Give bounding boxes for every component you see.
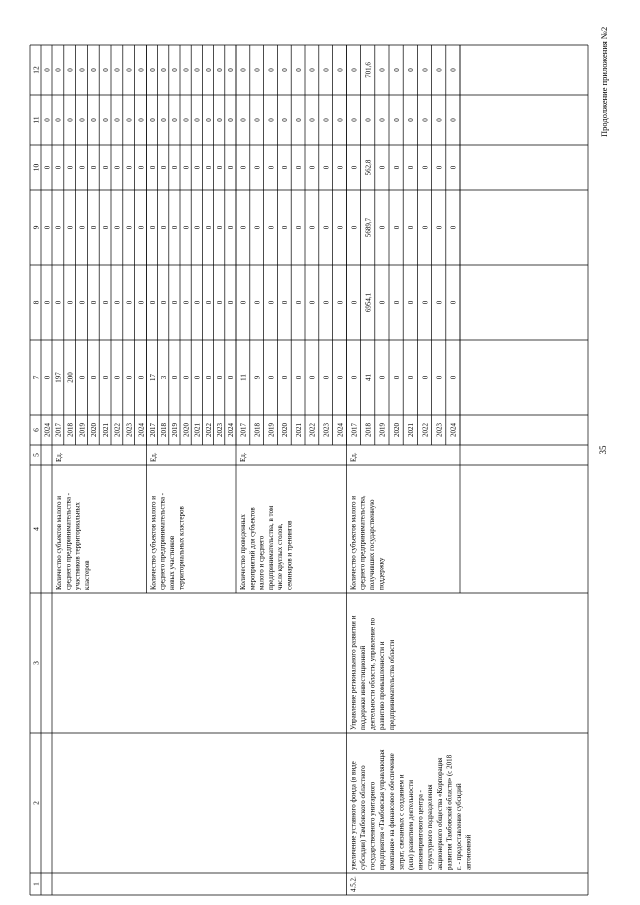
value-cell: 0 bbox=[322, 225, 331, 230]
value-cell: 0 bbox=[378, 165, 387, 170]
year-cell: 2019 bbox=[171, 423, 180, 437]
value-cell: 0 bbox=[160, 68, 168, 72]
value-cell: 0 bbox=[308, 68, 317, 72]
value-cell: 0 bbox=[43, 300, 52, 305]
value-cell: 0 bbox=[137, 118, 146, 122]
value-cell: 0 bbox=[137, 225, 146, 230]
value-cell: 0 bbox=[125, 118, 134, 122]
indicator-name-line: предпринимательства, в том bbox=[266, 505, 275, 590]
value-cell: 0 bbox=[90, 165, 99, 170]
value-cell: 0 bbox=[227, 375, 236, 380]
indicator-name-line: Количество проведенных bbox=[239, 514, 247, 590]
value-cell: 0 bbox=[407, 118, 416, 122]
value-cell: 0 bbox=[90, 68, 99, 72]
value-cell: 0 bbox=[435, 300, 444, 305]
value-cell: 0 bbox=[322, 375, 331, 380]
value-cell: 0 bbox=[350, 68, 359, 72]
value-cell: 0 bbox=[216, 68, 224, 72]
value-cell: 0 bbox=[148, 225, 157, 230]
value-cell: 0 bbox=[182, 225, 191, 230]
value-cell: 0 bbox=[125, 68, 134, 72]
value-cell: 0 bbox=[281, 375, 290, 380]
year-cell: 2022 bbox=[421, 423, 430, 437]
year-cell: 2019 bbox=[378, 423, 387, 437]
indicator-name-line: семинаров и тренингов bbox=[285, 520, 294, 590]
value-cell: 0 bbox=[66, 225, 75, 230]
value-cell: 0 bbox=[308, 300, 317, 305]
column-header-2: 2 bbox=[31, 801, 41, 805]
value-cell: 17 bbox=[148, 374, 157, 381]
value-cell: 0 bbox=[294, 375, 303, 380]
value-cell: 0 bbox=[294, 300, 303, 305]
value-cell: 0 bbox=[66, 68, 75, 72]
indicator-name-line: Количество субъектов малого и bbox=[55, 495, 63, 590]
page-number: 35 bbox=[598, 445, 608, 455]
value-cell: 0 bbox=[101, 118, 110, 122]
value-cell: 0 bbox=[101, 300, 110, 305]
value-cell: 0 bbox=[125, 375, 134, 380]
indicator-name-line: Количество субъектов малого и bbox=[149, 495, 158, 590]
indicator-unit: Ед. bbox=[55, 452, 63, 462]
value-cell: 0 bbox=[216, 375, 224, 380]
value-cell: 0 bbox=[160, 165, 168, 170]
year-cell: 2023 bbox=[216, 423, 224, 437]
value-cell: 0 bbox=[364, 118, 373, 122]
value-cell: 0 bbox=[392, 300, 401, 305]
value-cell: 0 bbox=[253, 165, 262, 170]
section-executor-line: предпринимательства области bbox=[387, 639, 396, 730]
value-cell: 0 bbox=[322, 165, 331, 170]
value-cell: 0 bbox=[267, 165, 276, 170]
value-cell: 197 bbox=[54, 372, 63, 383]
column-header-4: 4 bbox=[31, 527, 41, 531]
year-cell: 2022 bbox=[308, 423, 317, 437]
indicator-name-line: кластеров bbox=[82, 560, 91, 590]
value-cell: 0 bbox=[294, 165, 303, 170]
indicator-unit: Ед. bbox=[349, 452, 358, 462]
column-header-11: 11 bbox=[31, 116, 41, 124]
value-cell: 0 bbox=[182, 165, 191, 170]
value-cell: 0 bbox=[449, 118, 458, 122]
value-cell: 0 bbox=[336, 68, 345, 72]
value-cell: 200 bbox=[66, 372, 75, 383]
year-cell: 2017 bbox=[239, 423, 248, 437]
value-cell: 0 bbox=[113, 375, 122, 380]
value-cell: 0 bbox=[148, 165, 157, 170]
section-executor-line: развитию промышленности и bbox=[378, 641, 387, 730]
indicator-name-line: участников территориальных bbox=[73, 502, 82, 590]
column-header-9: 9 bbox=[31, 225, 41, 230]
value-cell: 0 bbox=[193, 68, 202, 72]
indicator-name-line: поддержку bbox=[377, 557, 386, 590]
value-cell: 0 bbox=[435, 68, 444, 72]
value-cell: 0 bbox=[101, 225, 110, 230]
year-cell: 2018 bbox=[66, 423, 75, 437]
value-cell: 0 bbox=[54, 165, 63, 170]
value-cell: 0 bbox=[43, 375, 52, 380]
value-cell: 0 bbox=[435, 225, 444, 230]
value-cell: 0 bbox=[239, 165, 248, 170]
year-cell: 2023 bbox=[125, 423, 134, 437]
value-cell: 0 bbox=[54, 300, 63, 305]
continuation-label: Продолжение приложения №2 bbox=[599, 26, 609, 137]
value-cell: 0 bbox=[407, 68, 416, 72]
value-cell: 0 bbox=[204, 225, 213, 230]
value-cell: 0 bbox=[392, 375, 401, 380]
value-cell: 0 bbox=[113, 225, 122, 230]
value-cell: 5689,7 bbox=[364, 217, 373, 238]
value-cell: 0 bbox=[294, 118, 303, 122]
year-cell: 2024 bbox=[227, 423, 236, 437]
indicator-name-line: малого и среднего bbox=[257, 535, 266, 590]
value-cell: 0 bbox=[216, 118, 224, 122]
value-cell: 0 bbox=[378, 225, 387, 230]
value-cell: 0 bbox=[281, 225, 290, 230]
value-cell: 0 bbox=[78, 118, 87, 122]
value-cell: 0 bbox=[421, 165, 430, 170]
year-cell: 2017 bbox=[148, 423, 157, 437]
value-cell: 0 bbox=[113, 300, 122, 305]
year-cell: 2022 bbox=[204, 423, 213, 437]
value-cell: 0 bbox=[449, 225, 458, 230]
indicator-unit: Ед. bbox=[239, 452, 247, 462]
value-cell: 0 bbox=[125, 165, 134, 170]
column-header-12: 12 bbox=[31, 66, 41, 74]
value-cell: 0 bbox=[336, 375, 345, 380]
value-cell: 0 bbox=[125, 225, 134, 230]
value-cell: 3 bbox=[160, 375, 168, 380]
value-cell: 0 bbox=[43, 118, 52, 122]
value-cell: 0 bbox=[449, 375, 458, 380]
value-cell: 0 bbox=[204, 118, 213, 122]
year-cell: 2024 bbox=[449, 423, 458, 437]
value-cell: 562,8 bbox=[364, 159, 373, 176]
year-cell: 2021 bbox=[407, 423, 416, 437]
section-executor-line: Управление регионального развития и bbox=[349, 615, 358, 730]
value-cell: 0 bbox=[78, 68, 87, 72]
section-description-line: компания» на финансовое обеспечение bbox=[387, 753, 396, 870]
section-description-line: (или) развитием деятельности bbox=[407, 780, 415, 870]
value-cell: 0 bbox=[253, 118, 262, 122]
section-number: 4.5.2. bbox=[349, 876, 358, 892]
value-cell: 0 bbox=[435, 165, 444, 170]
value-cell: 701,6 bbox=[364, 62, 373, 78]
value-cell: 0 bbox=[204, 375, 213, 380]
value-cell: 0 bbox=[54, 225, 63, 230]
year-cell: 2018 bbox=[160, 423, 168, 437]
value-cell: 0 bbox=[336, 165, 345, 170]
section-description-line: структурного подразделения bbox=[426, 784, 435, 870]
column-header-1: 1 bbox=[31, 882, 41, 886]
value-cell: 0 bbox=[421, 68, 430, 72]
value-cell: 0 bbox=[281, 300, 290, 305]
section-description-line: акционерного общества «Корпорация bbox=[435, 757, 444, 870]
value-cell: 0 bbox=[449, 68, 458, 72]
value-cell: 0 bbox=[54, 68, 63, 72]
value-cell: 0 bbox=[281, 165, 290, 170]
value-cell: 0 bbox=[148, 300, 157, 305]
value-cell: 0 bbox=[193, 165, 202, 170]
value-cell: 0 bbox=[90, 118, 99, 122]
value-cell: 0 bbox=[227, 300, 236, 305]
year-cell: 2020 bbox=[281, 423, 290, 437]
indicator-name-line: получивших государственную bbox=[368, 499, 376, 590]
column-header-6: 6 bbox=[31, 428, 41, 432]
value-cell: 0 bbox=[137, 300, 146, 305]
value-cell: 0 bbox=[204, 68, 213, 72]
value-cell: 41 bbox=[364, 374, 373, 381]
indicator-unit: Ед. bbox=[149, 452, 158, 462]
value-cell: 0 bbox=[322, 118, 331, 122]
value-cell: 0 bbox=[449, 300, 458, 305]
value-cell: 0 bbox=[78, 165, 87, 170]
value-cell: 0 bbox=[216, 225, 224, 230]
year-cell: 2019 bbox=[78, 423, 87, 437]
section-description-line: предприятия «Тамбовская управляющая bbox=[378, 749, 387, 870]
value-cell: 0 bbox=[66, 300, 75, 305]
value-cell: 0 bbox=[148, 118, 157, 122]
value-cell: 0 bbox=[378, 118, 387, 122]
value-cell: 0 bbox=[392, 225, 401, 230]
value-cell: 0 bbox=[182, 68, 191, 72]
value-cell: 0 bbox=[350, 165, 359, 170]
column-header-3: 3 bbox=[31, 661, 41, 665]
indicator-name-line: среднего предпринимательства, bbox=[358, 495, 367, 590]
value-cell: 0 bbox=[216, 165, 224, 170]
value-cell: 0 bbox=[421, 375, 430, 380]
value-cell: 0 bbox=[193, 118, 202, 122]
year-cell: 2017 bbox=[350, 423, 359, 437]
value-cell: 0 bbox=[336, 225, 345, 230]
value-cell: 0 bbox=[308, 118, 317, 122]
value-cell: 0 bbox=[43, 68, 52, 72]
value-cell: 0 bbox=[182, 300, 191, 305]
value-cell: 0 bbox=[407, 375, 416, 380]
value-cell: 0 bbox=[193, 375, 202, 380]
value-cell: 11 bbox=[239, 374, 248, 381]
value-cell: 0 bbox=[336, 300, 345, 305]
value-cell: 0 bbox=[171, 300, 180, 305]
value-cell: 0 bbox=[350, 300, 359, 305]
value-cell: 0 bbox=[378, 375, 387, 380]
value-cell: 0 bbox=[182, 118, 191, 122]
value-cell: 0 bbox=[294, 68, 303, 72]
value-cell: 0 bbox=[148, 68, 157, 72]
section-executor-line: деятельности области, управление по bbox=[368, 618, 377, 730]
value-cell: 0 bbox=[239, 118, 248, 122]
value-cell: 0 bbox=[308, 165, 317, 170]
section-executor-line: поддержки инвестиционной bbox=[359, 645, 367, 730]
value-cell: 9 bbox=[253, 375, 262, 380]
section-description-line: г. - предоставление субсидий bbox=[455, 783, 463, 870]
value-cell: 0 bbox=[392, 118, 401, 122]
section-description-line: инжинирингового центра - bbox=[416, 790, 425, 870]
year-cell: 2021 bbox=[193, 423, 202, 437]
value-cell: 0 bbox=[137, 375, 146, 380]
section-description-line: автономной bbox=[464, 834, 473, 870]
indicator-name-line: среднего предпринимательства - bbox=[158, 492, 167, 590]
value-cell: 0 bbox=[239, 68, 248, 72]
value-cell: 0 bbox=[227, 118, 236, 122]
value-cell: 0 bbox=[407, 300, 416, 305]
value-cell: 0 bbox=[435, 375, 444, 380]
year-cell: 2018 bbox=[253, 423, 262, 437]
value-cell: 0 bbox=[392, 68, 401, 72]
value-cell: 0 bbox=[90, 225, 99, 230]
value-cell: 0 bbox=[101, 165, 110, 170]
value-cell: 0 bbox=[171, 118, 180, 122]
value-cell: 0 bbox=[137, 165, 146, 170]
value-cell: 0 bbox=[253, 68, 262, 72]
indicator-name-line: среднего предпринимательства - bbox=[64, 492, 73, 590]
value-cell: 0 bbox=[239, 225, 248, 230]
value-cell: 0 bbox=[308, 375, 317, 380]
value-cell: 0 bbox=[407, 165, 416, 170]
value-cell: 0 bbox=[125, 300, 134, 305]
value-cell: 0 bbox=[421, 300, 430, 305]
year-cell: 2021 bbox=[294, 423, 303, 437]
year-cell: 2020 bbox=[182, 423, 191, 437]
year-cell: 2021 bbox=[101, 423, 110, 437]
value-cell: 0 bbox=[171, 68, 180, 72]
value-cell: 0 bbox=[407, 225, 416, 230]
value-cell: 0 bbox=[160, 225, 168, 230]
value-cell: 0 bbox=[54, 118, 63, 122]
column-header-7: 7 bbox=[31, 375, 41, 380]
year-cell: 2023 bbox=[435, 423, 444, 437]
year-cell: 2022 bbox=[113, 423, 122, 437]
section-description-line: государственного унитарного bbox=[368, 781, 377, 870]
value-cell: 0 bbox=[350, 118, 359, 122]
value-cell: 0 bbox=[378, 300, 387, 305]
value-cell: 0 bbox=[171, 165, 180, 170]
value-cell: 0 bbox=[101, 68, 110, 72]
value-cell: 0 bbox=[78, 300, 87, 305]
indicator-name-line: числе круглых столов, bbox=[276, 523, 285, 590]
value-cell: 0 bbox=[350, 375, 359, 380]
year-cell: 2024 bbox=[43, 423, 52, 437]
value-cell: 0 bbox=[421, 118, 430, 122]
value-cell: 0 bbox=[294, 225, 303, 230]
value-cell: 0 bbox=[160, 118, 168, 122]
value-cell: 0 bbox=[90, 300, 99, 305]
value-cell: 0 bbox=[216, 300, 224, 305]
year-cell: 2017 bbox=[54, 423, 63, 437]
value-cell: 0 bbox=[171, 375, 180, 380]
value-cell: 0 bbox=[78, 225, 87, 230]
section-description-line: затрат, связанных с созданием и bbox=[397, 774, 406, 870]
value-cell: 0 bbox=[308, 225, 317, 230]
value-cell: 0 bbox=[239, 300, 248, 305]
indicator-name-line: Количество субъектов малого и bbox=[349, 495, 358, 590]
value-cell: 0 bbox=[66, 118, 75, 122]
value-cell: 0 bbox=[435, 118, 444, 122]
value-cell: 0 bbox=[227, 68, 236, 72]
section-description-line: увеличение уставного фонда (в виде bbox=[349, 761, 358, 870]
year-cell: 2020 bbox=[90, 423, 99, 437]
value-cell: 0 bbox=[182, 375, 191, 380]
value-cell: 0 bbox=[101, 375, 110, 380]
value-cell: 0 bbox=[78, 375, 87, 380]
value-cell: 0 bbox=[204, 300, 213, 305]
value-cell: 0 bbox=[267, 118, 276, 122]
year-cell: 2023 bbox=[322, 423, 331, 437]
year-cell: 2019 bbox=[267, 423, 276, 437]
value-cell: 0 bbox=[171, 225, 180, 230]
indicator-name-line: мероприятий для субъектов bbox=[248, 507, 257, 590]
value-cell: 0 bbox=[137, 68, 146, 72]
value-cell: 0 bbox=[227, 165, 236, 170]
value-cell: 0 bbox=[253, 225, 262, 230]
value-cell: 0 bbox=[193, 300, 202, 305]
indicator-name-line: новых участников bbox=[168, 535, 176, 590]
value-cell: 0 bbox=[160, 300, 168, 305]
value-cell: 0 bbox=[113, 68, 122, 72]
section-description-line: развития Тамбовской области» (с 2018 bbox=[445, 754, 454, 870]
indicator-name-line: территориальных кластеров bbox=[177, 506, 186, 590]
value-cell: 0 bbox=[392, 165, 401, 170]
value-cell: 0 bbox=[267, 68, 276, 72]
value-cell: 0 bbox=[113, 165, 122, 170]
value-cell: 0 bbox=[90, 375, 99, 380]
value-cell: 0 bbox=[350, 225, 359, 230]
value-cell: 0 bbox=[43, 165, 52, 170]
value-cell: 0 bbox=[204, 165, 213, 170]
value-cell: 0 bbox=[267, 300, 276, 305]
value-cell: 0 bbox=[253, 300, 262, 305]
value-cell: 0 bbox=[281, 68, 290, 72]
year-cell: 2018 bbox=[364, 423, 373, 437]
column-header-8: 8 bbox=[31, 300, 41, 305]
value-cell: 0 bbox=[193, 225, 202, 230]
value-cell: 0 bbox=[336, 118, 345, 122]
value-cell: 0 bbox=[449, 165, 458, 170]
year-cell: 2024 bbox=[137, 423, 146, 437]
column-header-5: 5 bbox=[31, 453, 41, 457]
value-cell: 0 bbox=[227, 225, 236, 230]
value-cell: 0 bbox=[378, 68, 387, 72]
value-cell: 0 bbox=[421, 225, 430, 230]
year-cell: 2024 bbox=[336, 423, 345, 437]
value-cell: 0 bbox=[43, 225, 52, 230]
value-cell: 0 bbox=[267, 375, 276, 380]
section-description-line: субсидии) Тамбовского областного bbox=[359, 765, 367, 870]
value-cell: 0 bbox=[113, 118, 122, 122]
column-header-10: 10 bbox=[31, 163, 41, 172]
value-cell: 0 bbox=[66, 165, 75, 170]
value-cell: 0 bbox=[281, 118, 290, 122]
value-cell: 0 bbox=[322, 300, 331, 305]
value-cell: 6954,1 bbox=[364, 292, 373, 313]
year-cell: 2020 bbox=[392, 423, 401, 437]
value-cell: 0 bbox=[322, 68, 331, 72]
value-cell: 0 bbox=[267, 225, 276, 230]
